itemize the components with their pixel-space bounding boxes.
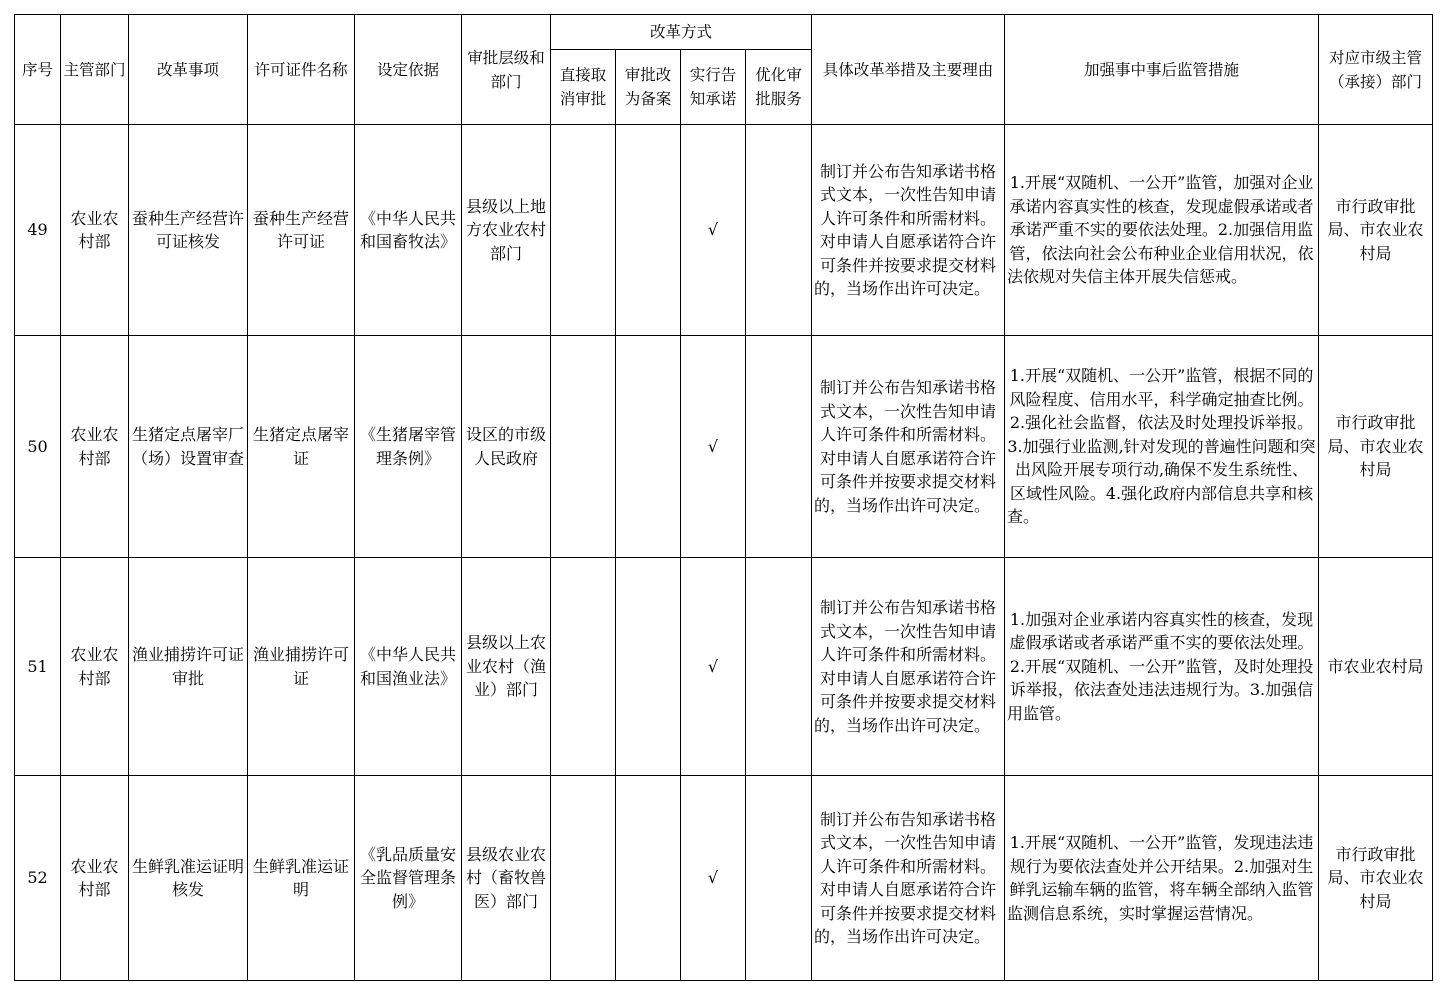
cell-item: 渔业捕捞许可证审批 [129, 558, 248, 776]
cell-supervision: 1.开展“双随机、一公开”监管，根据不同的风险程度、信用水平，科学确定抽查比例。2.强化社会监督，依法及时处理投诉举报。3.加强行业监测,针对发现的普遍性问题和突出风险开展专项行动,确保不发生系统性、区域性风险。4.强化政府内部信息共享和核查。 [1005, 336, 1319, 558]
cell-basis: 《生猪屠宰管理条例》 [355, 336, 462, 558]
reform-table [14, 14, 1433, 981]
cell-item: 蚕种生产经营许可证核发 [129, 125, 248, 336]
header-license: 许可证件名称 [248, 15, 355, 125]
header-level: 审批层级和部门 [462, 15, 551, 125]
cell-optimize-service [746, 125, 812, 336]
cell-to-filing [616, 125, 681, 336]
header-measures: 具体改革举措及主要理由 [812, 15, 1005, 125]
cell-seq: 52 [15, 776, 61, 981]
cell-optimize-service [746, 336, 812, 558]
cell-measures: 制订并公布告知承诺书格式文本，一次性告知申请人许可条件和所需材料。对申请人自愿承诺符合许可条件并按要求提交材料的，当场作出许可决定。 [812, 776, 1005, 981]
cell-measures: 制订并公布告知承诺书格式文本，一次性告知申请人许可条件和所需材料。对申请人自愿承诺符合许可条件并按要求提交材料的，当场作出许可决定。 [812, 125, 1005, 336]
cell-optimize-service [746, 776, 812, 981]
cell-direct-cancel [551, 776, 616, 981]
cell-license: 渔业捕捞许可证 [248, 558, 355, 776]
cell-measures: 制订并公布告知承诺书格式文本，一次性告知申请人许可条件和所需材料。对申请人自愿承诺符合许可条件并按要求提交材料的，当场作出许可决定。 [812, 558, 1005, 776]
cell-dept: 农业农村部 [61, 558, 129, 776]
table-row [15, 125, 1433, 336]
cell-license: 生猪定点屠宰证 [248, 336, 355, 558]
cell-to-filing [616, 776, 681, 981]
cell-to-filing [616, 558, 681, 776]
cell-city-dept: 市行政审批局、市农业农村局 [1319, 776, 1433, 981]
cell-level: 县级农业农村（畜牧兽医）部门 [462, 776, 551, 981]
cell-license: 蚕种生产经营许可证 [248, 125, 355, 336]
cell-basis: 《中华人民共和国畜牧法》 [355, 125, 462, 336]
cell-to-filing [616, 336, 681, 558]
cell-dept: 农业农村部 [61, 776, 129, 981]
header-dept: 主管部门 [61, 15, 129, 125]
header-optimize-service: 优化审批服务 [746, 50, 812, 125]
cell-measures: 制订并公布告知承诺书格式文本，一次性告知申请人许可条件和所需材料。对申请人自愿承诺符合许可条件并按要求提交材料的，当场作出许可决定。 [812, 336, 1005, 558]
cell-supervision: 1.加强对企业承诺内容真实性的核查，发现虚假承诺或者承诺严重不实的要依法处理。2.开展“双随机、一公开”监管，及时处理投诉举报，依法查处违法违规行为。3.加强信用监管。 [1005, 558, 1319, 776]
cell-supervision: 1.开展“双随机、一公开”监管，发现违法违规行为要依法查处并公开结果。2.加强对生鲜乳运输车辆的监管，将车辆全部纳入监管监测信息系统，实时掌握运营情况。 [1005, 776, 1319, 981]
cell-seq: 50 [15, 336, 61, 558]
cell-direct-cancel [551, 558, 616, 776]
header-seq: 序号 [15, 15, 61, 125]
header-to-filing: 审批改为备案 [616, 50, 681, 125]
cell-dept: 农业农村部 [61, 336, 129, 558]
cell-notify-commit: √ [681, 558, 746, 776]
table-row [15, 558, 1433, 776]
cell-notify-commit: √ [681, 125, 746, 336]
cell-seq: 49 [15, 125, 61, 336]
cell-dept: 农业农村部 [61, 125, 129, 336]
cell-level: 设区的市级人民政府 [462, 336, 551, 558]
header-basis: 设定依据 [355, 15, 462, 125]
cell-basis: 《中华人民共和国渔业法》 [355, 558, 462, 776]
cell-level: 县级以上地方农业农村部门 [462, 125, 551, 336]
cell-notify-commit: √ [681, 336, 746, 558]
header-direct-cancel: 直接取消审批 [551, 50, 616, 125]
cell-item: 生猪定点屠宰厂（场）设置审查 [129, 336, 248, 558]
cell-license: 生鲜乳准运证明 [248, 776, 355, 981]
header-reform-group: 改革方式 [551, 15, 812, 50]
table-row [15, 336, 1433, 558]
cell-city-dept: 市行政审批局、市农业农村局 [1319, 125, 1433, 336]
cell-city-dept: 市农业农村局 [1319, 558, 1433, 776]
cell-seq: 51 [15, 558, 61, 776]
header-supervision: 加强事中事后监管措施 [1005, 15, 1319, 125]
header-item: 改革事项 [129, 15, 248, 125]
cell-basis: 《乳品质量安全监督管理条例》 [355, 776, 462, 981]
cell-optimize-service [746, 558, 812, 776]
cell-direct-cancel [551, 125, 616, 336]
cell-notify-commit: √ [681, 776, 746, 981]
table-row [15, 776, 1433, 981]
cell-level: 县级以上农业农村（渔业）部门 [462, 558, 551, 776]
cell-item: 生鲜乳准运证明核发 [129, 776, 248, 981]
header-city-dept: 对应市级主管（承接）部门 [1319, 15, 1433, 125]
cell-supervision: 1.开展“双随机、一公开”监管，加强对企业承诺内容真实性的核查，发现虚假承诺或者承诺严重不实的要依法处理。2.加强信用监管，依法向社会公布种业企业信用状况，依法依规对失信主体开展失信惩戒。 [1005, 125, 1319, 336]
cell-direct-cancel [551, 336, 616, 558]
header-notify-commit: 实行告知承诺 [681, 50, 746, 125]
cell-city-dept: 市行政审批局、市农业农村局 [1319, 336, 1433, 558]
